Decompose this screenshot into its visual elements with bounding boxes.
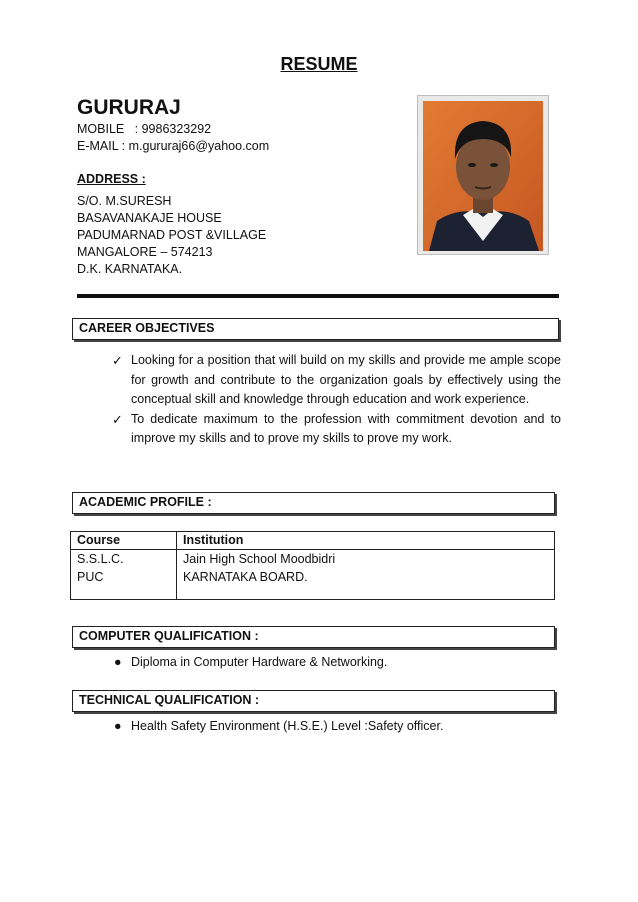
objective-item: ✓ To dedicate maximum to the profession with commitment devotion and to improve my skills and to prove my skills to prove my work.	[112, 411, 561, 445]
career-objectives-list	[112, 351, 561, 449]
bullet-icon: ●	[114, 655, 122, 669]
bullet-icon: ●	[114, 719, 122, 733]
contact-block	[77, 121, 269, 155]
address-line: BASAVANAKAJE HOUSE	[77, 211, 222, 225]
column-header-institution: Institution	[177, 532, 555, 550]
mobile-line: MOBILE : 9986323292	[77, 122, 212, 136]
address-heading: ADDRESS :	[77, 172, 146, 186]
profile-photo	[417, 95, 549, 255]
course-cell	[71, 550, 177, 600]
institution-cell	[177, 550, 555, 600]
list-item: ● Diploma in Computer Hardware & Networking.	[131, 653, 551, 673]
section-heading-computer: COMPUTER QUALIFICATION :	[72, 626, 555, 648]
section-heading-career: CAREER OBJECTIVES	[72, 318, 559, 340]
candidate-name: GURURAJ	[77, 96, 181, 119]
academic-table-wrap	[70, 531, 555, 600]
institution-value: Jain High School Moodbidri	[183, 552, 336, 566]
address-line: D.K. KARNATAKA.	[77, 262, 183, 276]
header-divider	[77, 294, 559, 298]
resume-title: RESUME	[280, 54, 358, 74]
table-row	[71, 550, 555, 600]
section-heading-technical: TECHNICAL QUALIFICATION :	[72, 690, 555, 712]
technical-qualification-list	[114, 717, 551, 737]
checkmark-icon: ✓	[112, 411, 123, 427]
address-line: MANGALORE – 574213	[77, 245, 213, 259]
list-item: ● Health Safety Environment (H.S.E.) Level :Safety officer.	[131, 717, 551, 737]
address-block	[77, 193, 266, 278]
objective-item: ✓ Looking for a position that will build on my skills and provide me ample scope for growth and contribute to the organization goals by effectively using the conceptual skill and knowledge through education and work experience.	[112, 353, 561, 406]
course-value: S.S.L.C.	[77, 552, 124, 566]
address-line: PADUMARNAD POST &VILLAGE	[77, 228, 267, 242]
checkmark-icon: ✓	[112, 353, 123, 368]
portrait-image	[417, 95, 549, 255]
computer-qualification-list	[114, 653, 551, 673]
email-line: E-MAIL : m.gururaj66@yahoo.com	[77, 139, 270, 153]
course-value: PUC	[77, 570, 104, 584]
section-heading-academic: ACADEMIC PROFILE :	[72, 492, 555, 514]
column-header-course: Course	[71, 532, 177, 550]
address-line: S/O. M.SURESH	[77, 194, 172, 208]
institution-value: KARNATAKA BOARD.	[183, 570, 308, 584]
table-header-row	[71, 532, 555, 550]
academic-table	[70, 531, 555, 600]
